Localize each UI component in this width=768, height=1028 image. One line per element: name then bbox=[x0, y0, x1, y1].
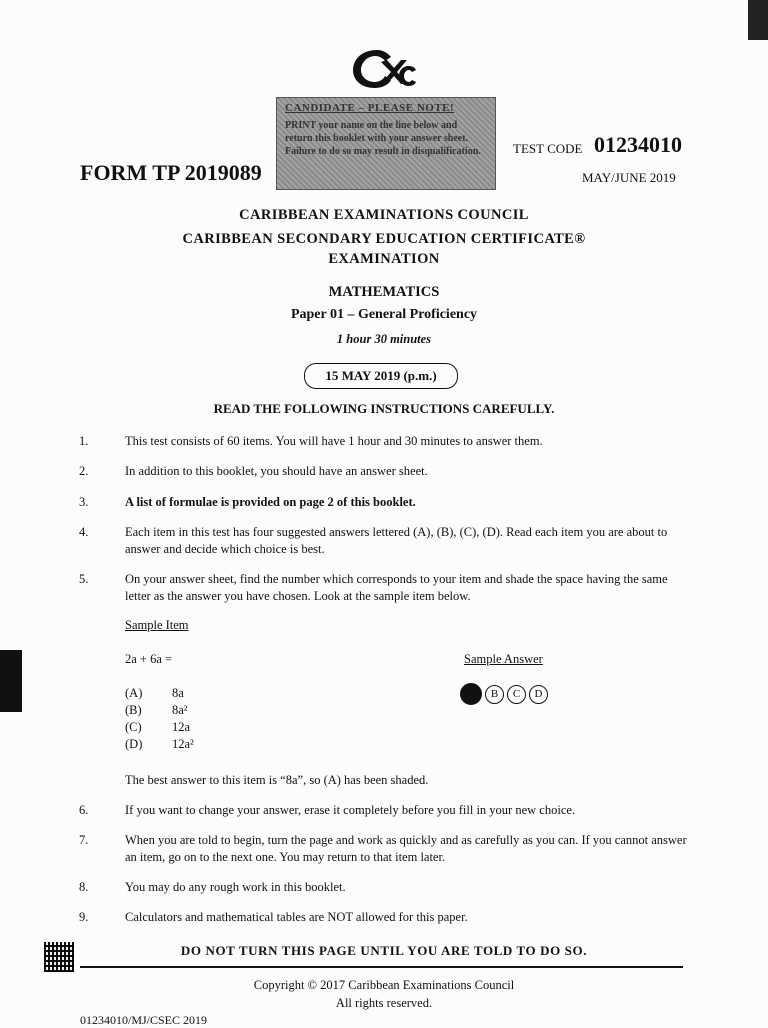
item-text: If you want to change your answer, erase it completely before you fill in your new choice. bbox=[125, 803, 576, 817]
scan-corner-mark bbox=[748, 0, 768, 40]
rights-reserved: All rights reserved. bbox=[335, 996, 433, 1010]
examination-title: EXAMINATION bbox=[328, 251, 440, 267]
item-number: 9. bbox=[79, 910, 89, 924]
item-text: A list of formulae is provided on page 2 of this booklet. bbox=[125, 495, 416, 509]
item-number: 3. bbox=[79, 495, 89, 509]
option-label: (A) bbox=[125, 686, 143, 700]
sample-answer-bubbles bbox=[460, 683, 548, 705]
item-number: 2. bbox=[79, 464, 89, 478]
footer-divider bbox=[80, 966, 683, 968]
notice-body: PRINT your name on the line below and return this booklet with your answer sheet. Failure to do so may result in disqualification. bbox=[285, 120, 481, 157]
footer-paper-code: 01234010/MJ/CSEC 2019 bbox=[80, 1013, 208, 1027]
item-text: This test consists of 60 items. You will have 1 hour and 30 minutes to answer them. bbox=[125, 434, 543, 448]
exam-session: MAY/JUNE 2019 bbox=[582, 170, 676, 185]
do-not-turn-warning: DO NOT TURN THIS PAGE UNTIL YOU ARE TOLD TO DO SO. bbox=[180, 943, 588, 958]
option-label: (D) bbox=[125, 737, 143, 751]
item-text: On your answer sheet, find the number which corresponds to your item and shade the space having the same letter as the answer you have chosen. Look at the sample item below. bbox=[125, 572, 668, 603]
item-text: When you are told to begin, turn the page and work as quickly and as carefully as you can. If you cannot answer an item, go on to the next one. You may return to that item later. bbox=[125, 833, 687, 864]
test-code: 01234010 bbox=[594, 132, 682, 157]
option-value: 12a bbox=[172, 720, 191, 734]
sample-explanation: The best answer to this item is “8a”, so (A) has been shaded. bbox=[125, 773, 429, 787]
item-number: 4. bbox=[79, 525, 89, 539]
sample-item-title: Sample Item bbox=[125, 618, 189, 632]
bubble-c: C bbox=[507, 685, 526, 704]
bubble-b: B bbox=[485, 685, 504, 704]
exam-date: 15 MAY 2019 (p.m.) bbox=[304, 363, 458, 389]
council-title: CARIBBEAN EXAMINATIONS COUNCIL bbox=[239, 207, 529, 223]
instructions-heading: READ THE FOLLOWING INSTRUCTIONS CAREFULLY. bbox=[213, 401, 555, 416]
copyright-notice: Copyright © 2017 Caribbean Examinations Council bbox=[253, 978, 515, 992]
sample-question: 2a + 6a = bbox=[125, 652, 173, 666]
bubble-d: D bbox=[529, 685, 548, 704]
certificate-title: CARIBBEAN SECONDARY EDUCATION CERTIFICATE® bbox=[182, 231, 586, 247]
subject-title: MATHEMATICS bbox=[328, 284, 440, 300]
item-number: 1. bbox=[79, 434, 89, 448]
sample-answer-label: Sample Answer bbox=[464, 652, 543, 666]
bubble-a-shaded bbox=[460, 683, 482, 705]
option-label: (B) bbox=[125, 703, 142, 717]
item-number: 7. bbox=[79, 833, 89, 847]
item-text: Calculators and mathematical tables are NOT allowed for this paper. bbox=[125, 910, 468, 924]
item-text: You may do any rough work in this booklet. bbox=[125, 880, 346, 894]
item-number: 6. bbox=[79, 803, 89, 817]
item-number: 8. bbox=[79, 880, 89, 894]
option-value: 8a bbox=[172, 686, 184, 700]
notice-title: CANDIDATE – PLEASE NOTE! bbox=[285, 102, 455, 114]
option-value: 8a² bbox=[172, 703, 188, 717]
test-code-label: TEST CODE bbox=[513, 141, 583, 156]
item-text: Each item in this test has four suggested answers lettered (A), (B), (C), (D). Read each item you are about to answer and decide which choice is best. bbox=[125, 525, 668, 556]
item-text: In addition to this booklet, you should have an answer sheet. bbox=[125, 464, 428, 478]
duration: 1 hour 30 minutes bbox=[336, 332, 432, 346]
form-tp-number: FORM TP 2019089 bbox=[80, 160, 262, 185]
item-number: 5. bbox=[79, 572, 89, 586]
option-value: 12a² bbox=[172, 737, 194, 751]
candidate-notice-box bbox=[276, 97, 496, 190]
option-label: (C) bbox=[125, 720, 142, 734]
paper-title: Paper 01 – General Proficiency bbox=[290, 307, 478, 322]
scan-edge-mark bbox=[0, 650, 22, 712]
cxc-logo bbox=[347, 44, 417, 92]
